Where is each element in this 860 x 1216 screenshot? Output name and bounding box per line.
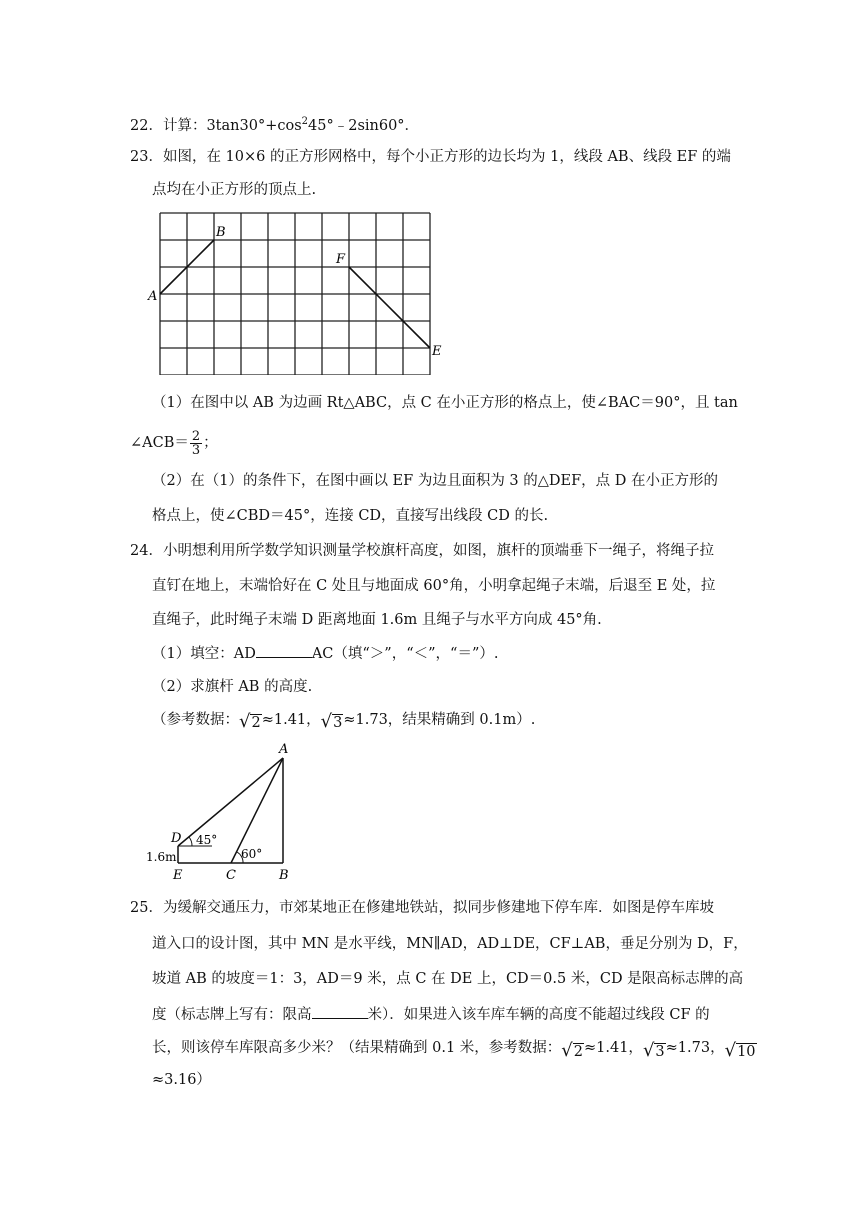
q25-line2: 道入口的设计图，其中 MN 是水平线，MN∥AD，AD⊥DE，CF⊥AB，垂足分别为 D，F， [152, 936, 748, 952]
label-c: C [226, 868, 236, 880]
label-e: E [432, 344, 442, 359]
q24-part2: （2）求旗杆 AB 的高度. [152, 679, 313, 695]
sqrt-10: √ 10 [724, 1040, 756, 1061]
q24-line2: 直钉在地上，末端恰好在 C 处且与地面成 60°角，小明拿起绳子末端，后退至 E 处，拉 [152, 578, 716, 594]
radical-sign-icon: √ [239, 711, 251, 732]
q23-part1-end: ； [203, 435, 218, 451]
segment-ef [349, 267, 430, 348]
radical-sign-icon: √ [724, 1040, 737, 1061]
q25-line4-suffix: 米）．如果进入该车库车辆的高度不能超过线段 CF 的 [367, 1007, 710, 1023]
q23-line1: 如图，在 10×6 的正方形网格中，每个小正方形的边长均为 1，线段 AB、线段 EF 的端 [162, 149, 731, 165]
q25-line6: ≈3.16） [152, 1072, 211, 1088]
question-24-line-1 [130, 541, 714, 561]
q24-part1-suffix: AC（填“＞”，“＜”，“＝”）. [311, 646, 499, 662]
q24-part1 [152, 643, 498, 664]
q24-ref-mid1: ≈1.41， [261, 712, 321, 728]
label-d: D [171, 831, 182, 846]
answer-blank[interactable] [312, 1004, 368, 1019]
q25-line5-prefix: 长，则该停车库限高多少米？（结果精确到 0.1 米，参考数据： [152, 1040, 562, 1056]
q24-line3: 直绳子，此时绳子末端 D 距离地面 1.6m 且绳子与水平方向成 45°角. [152, 612, 602, 628]
q24-ref-prefix: （参考数据： [152, 712, 239, 728]
q25-line4-prefix: 度（标志牌上写有：限高 [152, 1007, 312, 1023]
question-number: 22． [130, 117, 163, 134]
fraction-numerator: 2 [191, 428, 201, 444]
q25-line3: 坡道 AB 的坡度＝1：3，AD＝9 米，点 C 在 DE 上，CD＝0.5 米，CD 是限高标志牌的高 [152, 971, 744, 987]
radical-sign-icon: √ [561, 1040, 573, 1061]
label-b: B [216, 225, 226, 240]
label-angle-60: 60° [241, 847, 263, 861]
q22-superscript: 2 [301, 116, 309, 127]
q24-reference-data [152, 709, 535, 731]
q25-line5-mid2: ≈1.73， [665, 1040, 725, 1056]
label-e: E [173, 868, 183, 880]
label-a: A [279, 742, 289, 757]
fraction-two-thirds [190, 430, 202, 457]
q25-line4 [152, 1004, 710, 1025]
question-number: 23． [130, 149, 163, 165]
label-b: B [279, 868, 289, 880]
q22-text-prefix: 计算：3tan30°+cos [162, 117, 302, 134]
q23-grid-figure [140, 205, 450, 375]
question-23-line-1 [130, 147, 731, 167]
label-angle-45: 45° [196, 833, 218, 847]
q24-part1-prefix: （1）填空：AD [152, 646, 256, 662]
sqrt-3: √ 3 [642, 1040, 665, 1061]
q23-part2-line2: 格点上，使∠CBD＝45°，连接 CD，直接写出线段 CD 的长. [152, 508, 549, 524]
q23-part2-line1: （2）在（1）的条件下，在图中画以 EF 为边且面积为 3 的△DEF，点 D 在小正方形的 [152, 473, 719, 489]
rope-ad [178, 758, 283, 846]
q24-ref-suffix: ≈1.73，结果精确到 0.1m）. [343, 712, 536, 728]
question-22 [130, 112, 419, 136]
q23-line2: 点均在小正方形的顶点上. [152, 182, 317, 198]
q25-line1: 为缓解交通压力，市郊某地正在修建地铁站，拟同步修建地下停车库．如图是停车库坡 [162, 900, 714, 916]
fraction-denominator: 3 [191, 442, 201, 458]
square-grid [160, 213, 430, 375]
q23-part1-line2 [130, 428, 218, 458]
q25-line5-mid1: ≈1.41， [584, 1040, 643, 1056]
sqrt-3: √ 3 [320, 711, 343, 732]
q23-part1-line1: （1）在图中以 AB 为边画 Rt△ABC，点 C 在小正方形的格点上，使∠BAC＝90°，且 tan [152, 395, 738, 411]
label-a: A [148, 289, 158, 304]
radical-sign-icon: √ [642, 1040, 655, 1061]
q24-line1: 小明想利用所学数学知识测量学校旗杆高度，如图，旗杆的顶端垂下一绳子，将绳子拉 [162, 543, 714, 559]
sqrt-2: √ 2 [239, 711, 261, 732]
q24-flagpole-figure [140, 740, 310, 880]
q23-part1-angle: ∠ACB＝ [130, 435, 189, 451]
q25-line5 [152, 1036, 757, 1060]
label-height: 1.6m [146, 850, 177, 864]
question-25-line-1 [130, 898, 714, 918]
sqrt-2: √ 2 [561, 1040, 583, 1061]
radical-sign-icon: √ [320, 711, 333, 732]
question-number: 25． [130, 900, 163, 916]
angle-arc-45 [189, 837, 192, 846]
q22-text-suffix: 45°﹣2sin60°． [308, 117, 420, 134]
label-f: F [336, 252, 346, 267]
answer-blank[interactable] [256, 643, 312, 658]
question-number: 24． [130, 543, 163, 559]
